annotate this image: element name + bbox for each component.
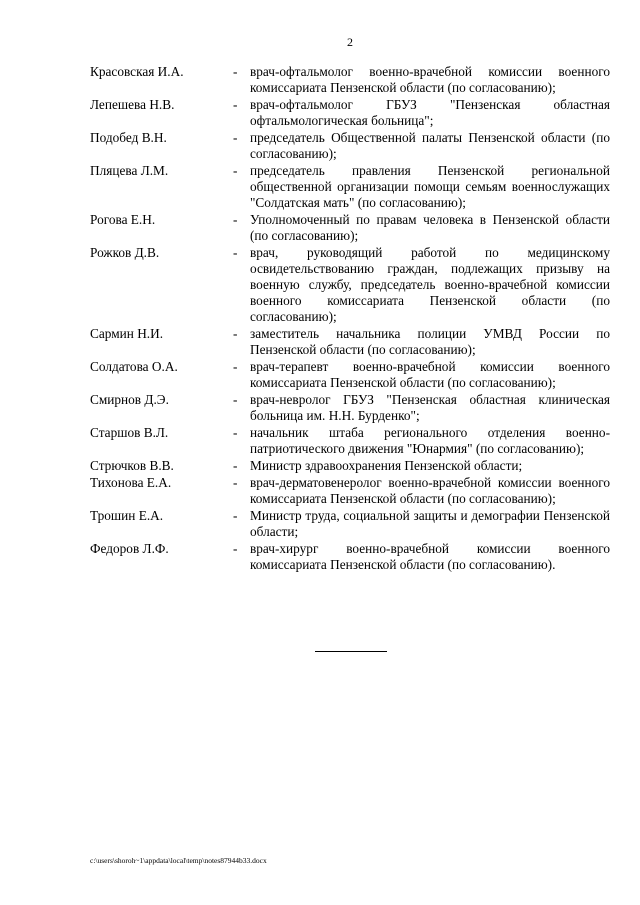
member-role: начальник штаба регионального отделения военно-патриотического движения "Юнармия" (по согласованию);: [250, 425, 610, 456]
member-name: Солдатова О.А.: [90, 359, 178, 374]
member-name: Федоров Л.Ф.: [90, 541, 169, 556]
member-dash: -: [233, 64, 238, 79]
member-name: Лепешева Н.В.: [90, 97, 175, 112]
member-dash: -: [233, 475, 238, 490]
member-name: Смирнов Д.Э.: [90, 392, 169, 407]
member-row: [0, 508, 640, 540]
member-role: Министр труда, социальной защиты и демографии Пензенской области;: [250, 508, 610, 539]
member-dash: -: [233, 163, 238, 178]
member-row: [0, 392, 640, 424]
member-row: [0, 163, 640, 211]
page-number: 2: [347, 35, 353, 49]
member-row: [0, 97, 640, 129]
member-row: [0, 458, 640, 474]
member-row: [0, 130, 640, 162]
member-dash: -: [233, 508, 238, 523]
member-role: заместитель начальника полиции УМВД России по Пензенской области (по согласованию);: [250, 326, 610, 357]
member-role: врач-офтальмолог ГБУЗ "Пензенская областная офтальмологическая больница";: [250, 97, 610, 128]
member-name: Подобед В.Н.: [90, 130, 167, 145]
member-dash: -: [233, 458, 238, 473]
member-role: врач-терапевт военно-врачебной комиссии военного комиссариата Пензенской области (по согласованию);: [250, 359, 610, 390]
member-name: Рогова Е.Н.: [90, 212, 156, 227]
member-row: [0, 541, 640, 573]
member-role: врач, руководящий работой по медицинскому освидетельствованию граждан, подлежащих призыву на военную службу, председатель военно-врачебной комиссии военного комиссариата Пензенской области (по согласованию);: [250, 245, 610, 324]
member-dash: -: [233, 245, 238, 260]
member-name: Пляцева Л.М.: [90, 163, 169, 178]
member-role: врач-хирург военно-врачебной комиссии военного комиссариата Пензенской области (по согласованию).: [250, 541, 610, 572]
member-dash: -: [233, 425, 238, 440]
member-name: Тихонова Е.А.: [90, 475, 172, 490]
member-role: Уполномоченный по правам человека в Пензенской области (по согласованию);: [250, 212, 610, 243]
member-name: Красовская И.А.: [90, 64, 184, 79]
member-row: [0, 475, 640, 507]
member-role: врач-невролог ГБУЗ "Пензенская областная клиническая больница им. Н.Н. Бурденко";: [250, 392, 610, 423]
member-row: [0, 64, 640, 96]
member-row: [0, 425, 640, 457]
member-dash: -: [233, 212, 238, 227]
member-name: Сармин Н.И.: [90, 326, 164, 341]
member-dash: -: [233, 359, 238, 374]
member-role: врач-офтальмолог военно-врачебной комиссии военного комиссариата Пензенской области (по согласованию);: [250, 64, 610, 95]
member-role: председатель Общественной палаты Пензенской области (по согласованию);: [250, 130, 610, 161]
footer-file-path: c:\users\shoroh~1\appdata\local\temp\notes87944b33.docx: [90, 856, 267, 865]
member-dash: -: [233, 326, 238, 341]
member-dash: -: [233, 130, 238, 145]
member-name: Старшов В.Л.: [90, 425, 169, 440]
end-divider: [315, 651, 387, 652]
member-dash: -: [233, 97, 238, 112]
member-name: Рожков Д.В.: [90, 245, 160, 260]
member-role: врач-дерматовенеролог военно-врачебной комиссии военного комиссариата Пензенской области (по согласованию);: [250, 475, 610, 506]
member-list: [0, 64, 640, 574]
member-row: [0, 245, 640, 325]
member-dash: -: [233, 541, 238, 556]
member-role: председатель правления Пензенской региональной общественной организации помощи семьям военнослужащих "Солдатская мать" (по согласованию);: [250, 163, 610, 210]
member-row: [0, 212, 640, 244]
member-name: Стрючков В.В.: [90, 458, 174, 473]
member-row: [0, 359, 640, 391]
member-row: [0, 326, 640, 358]
member-dash: -: [233, 392, 238, 407]
member-name: Трошин Е.А.: [90, 508, 164, 523]
member-role: Министр здравоохранения Пензенской области;: [250, 458, 523, 473]
